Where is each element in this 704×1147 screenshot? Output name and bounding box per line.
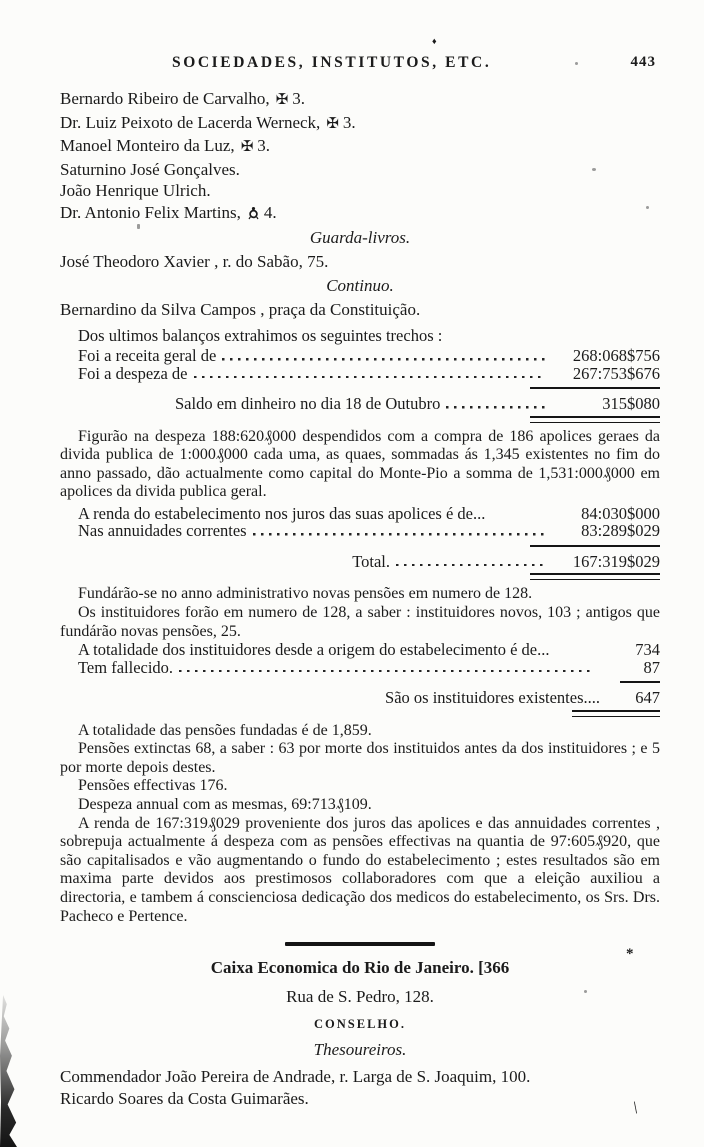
balance-intro: Dos ultimos balanços extrahimos os seguintes trechos : xyxy=(78,326,443,345)
row-label: São os instituidores existentes.... xyxy=(385,688,600,708)
member-suffix: 3. xyxy=(292,89,305,108)
renda-section xyxy=(60,505,660,581)
table-row xyxy=(60,659,660,677)
paragraph: Os instituidores forão em numero de 128, a saber : instituidores novos, 103 ; antigos que fundárão novas pensões, 25. xyxy=(60,603,660,640)
caixa-member-list xyxy=(60,1066,660,1110)
ink-mark-stroke: \ xyxy=(631,1097,640,1118)
table-row xyxy=(60,365,660,383)
row-amount: 734 xyxy=(635,640,660,660)
running-head xyxy=(60,36,660,80)
list-item: Ricardo Soares da Costa Guimarães. xyxy=(60,1088,309,1108)
double-sum-rule xyxy=(530,416,660,423)
row-label: A totalidade dos instituidores desde a origem do estabelecimento é de... xyxy=(78,640,550,660)
paragraph: Pensões extinctas 68, a saber : 63 por morte dos instituidos antes da dos instituidores ; e 5 por morte depois destes. xyxy=(60,740,660,776)
dot-leader xyxy=(446,406,546,409)
sum-rule xyxy=(620,681,660,683)
pensions-section xyxy=(60,585,660,926)
row-label: Tem fallecido. xyxy=(78,657,174,677)
member-name: João Henrique Ulrich. xyxy=(60,181,211,200)
section-title: Caixa Economica do Rio de Janeiro. [366 xyxy=(210,957,510,977)
section-address: Rua de S. Pedro, 128. xyxy=(286,986,434,1006)
list-item xyxy=(60,112,660,136)
guarda-livros-name: José Theodoro Xavier , r. do Sabão, 75. xyxy=(60,252,329,271)
row-label: Foi a despeza de xyxy=(78,363,188,383)
caixa-economica-section xyxy=(60,958,660,1110)
cross-insignia-icon: ✠ xyxy=(326,115,339,132)
list-item: Commendador João Pereira de Andrade, r. Larga de S. Joaquim, 100. xyxy=(60,1066,531,1086)
paragraph: A totalidade das pensões fundadas é de 1,859. xyxy=(78,721,372,739)
list-item xyxy=(60,159,660,181)
list-item xyxy=(60,135,660,159)
row-amount: 647 xyxy=(635,688,660,708)
table-row xyxy=(60,641,660,659)
row-amount: 87 xyxy=(643,657,660,677)
row-label: Foi a receita geral de xyxy=(78,346,217,365)
row-amount: 315$080 xyxy=(602,394,660,413)
cross-insignia-icon: ✠ xyxy=(275,92,289,108)
member-name: Manoel Monteiro da Luz, xyxy=(60,136,235,155)
ink-smudge-artifact xyxy=(0,995,17,1147)
member-suffix: 4. xyxy=(263,202,277,222)
continuo-name: Bernardino da Silva Campos , praça da Constituição. xyxy=(60,300,421,319)
page-title: SOCIEDADES, INSTITUTOS, ETC. xyxy=(172,54,492,71)
page-content xyxy=(60,36,660,1110)
list-item xyxy=(60,88,660,112)
table-row xyxy=(60,522,660,540)
dot-leader xyxy=(253,533,546,536)
member-name: Bernardo Ribeiro de Carvalho, xyxy=(60,89,270,108)
role-heading-continuo: Continuo. xyxy=(326,276,394,295)
table-row-total xyxy=(60,553,660,571)
row-amount: 83:289$029 xyxy=(581,521,660,541)
row-label: Saldo em dinheiro no dia 18 de Outubro xyxy=(175,394,441,413)
order-badge-icon xyxy=(247,204,260,226)
section-separator-rule xyxy=(285,942,435,946)
paragraph: A renda de 167:319₰029 proveniente dos juros das apolices e das annuidades correntes , sobrepuja actualmente á despeza com as pensões effectivas na quantia de 97:605₰920, que são capitalisados e vão augmentando o fundo do estabelecimento ; estes resultados são em maxima parte devidos aos prestimosos collaboradores com que a eleição auxiliou a directoria, e tambem á conscienciosa dedicação dos medicos do estabelecimento, os Srs. Drs. Pacheco e Pertence. xyxy=(60,814,660,925)
thesoureiros-heading: Thesoureiros. xyxy=(313,1039,407,1059)
dot-leader xyxy=(179,669,594,672)
total-amount: 167:319$029 xyxy=(572,551,660,571)
member-name: Dr. Luiz Peixoto de Lacerda Werneck, xyxy=(60,112,321,132)
member-suffix: 3. xyxy=(257,136,271,155)
balance-section xyxy=(60,326,660,423)
double-sum-rule xyxy=(572,710,660,717)
page-number: 443 xyxy=(630,54,656,70)
list-item xyxy=(60,180,660,202)
sum-rule xyxy=(530,545,660,547)
table-row xyxy=(60,347,660,365)
member-suffix: 3. xyxy=(342,112,356,132)
list-item xyxy=(60,202,660,226)
sum-rule xyxy=(530,387,660,389)
ink-mark-asterisk: * xyxy=(626,946,634,962)
member-name: Saturnino José Gonçalves. xyxy=(60,159,240,179)
cross-insignia-icon: ✠ xyxy=(240,139,254,155)
table-row-existentes xyxy=(60,689,660,707)
member-name: Dr. Antonio Felix Martins, xyxy=(60,202,241,222)
dot-leader xyxy=(396,563,546,566)
row-amount: 267:753$676 xyxy=(572,363,660,383)
paragraph: Fundárão-se no anno administrativo novas pensões em numero de 128. xyxy=(78,585,533,603)
double-sum-rule xyxy=(530,573,660,580)
paragraph: Despeza annual com as mesmas, 69:713₰109. xyxy=(78,796,372,814)
dot-leader xyxy=(194,375,547,378)
ink-mark-diamond: ♦ xyxy=(432,36,437,46)
row-amount: 84:030$000 xyxy=(581,503,660,523)
row-amount: 268:068$756 xyxy=(572,346,660,365)
row-label: Nas annuidades correntes xyxy=(78,521,247,541)
table-row xyxy=(60,505,660,523)
conselho-heading: CONSELHO. xyxy=(314,1016,406,1031)
total-label: Total. xyxy=(352,551,390,571)
member-list xyxy=(60,88,660,225)
dot-leader xyxy=(222,358,546,361)
row-label: A renda do estabelecimento nos juros das suas apolices é de... xyxy=(78,503,486,523)
paragraph-figurao: Figurão na despeza 188:620₰000 despendidos com a compra de 186 apolices geraes da divida publica de 1:000₰000 cada uma, as quaes, sommadas ás 1,345 existentes no fim do anno passado, dão actualmente como capital do Monte-Pio a somma de 1,531:000₰000 em apolices da divida publica geral. xyxy=(60,427,660,501)
role-heading-guarda-livros: Guarda-livros. xyxy=(309,228,411,247)
paragraph: Pensões effectivas 176. xyxy=(78,777,228,795)
table-row-saldo xyxy=(60,395,660,413)
